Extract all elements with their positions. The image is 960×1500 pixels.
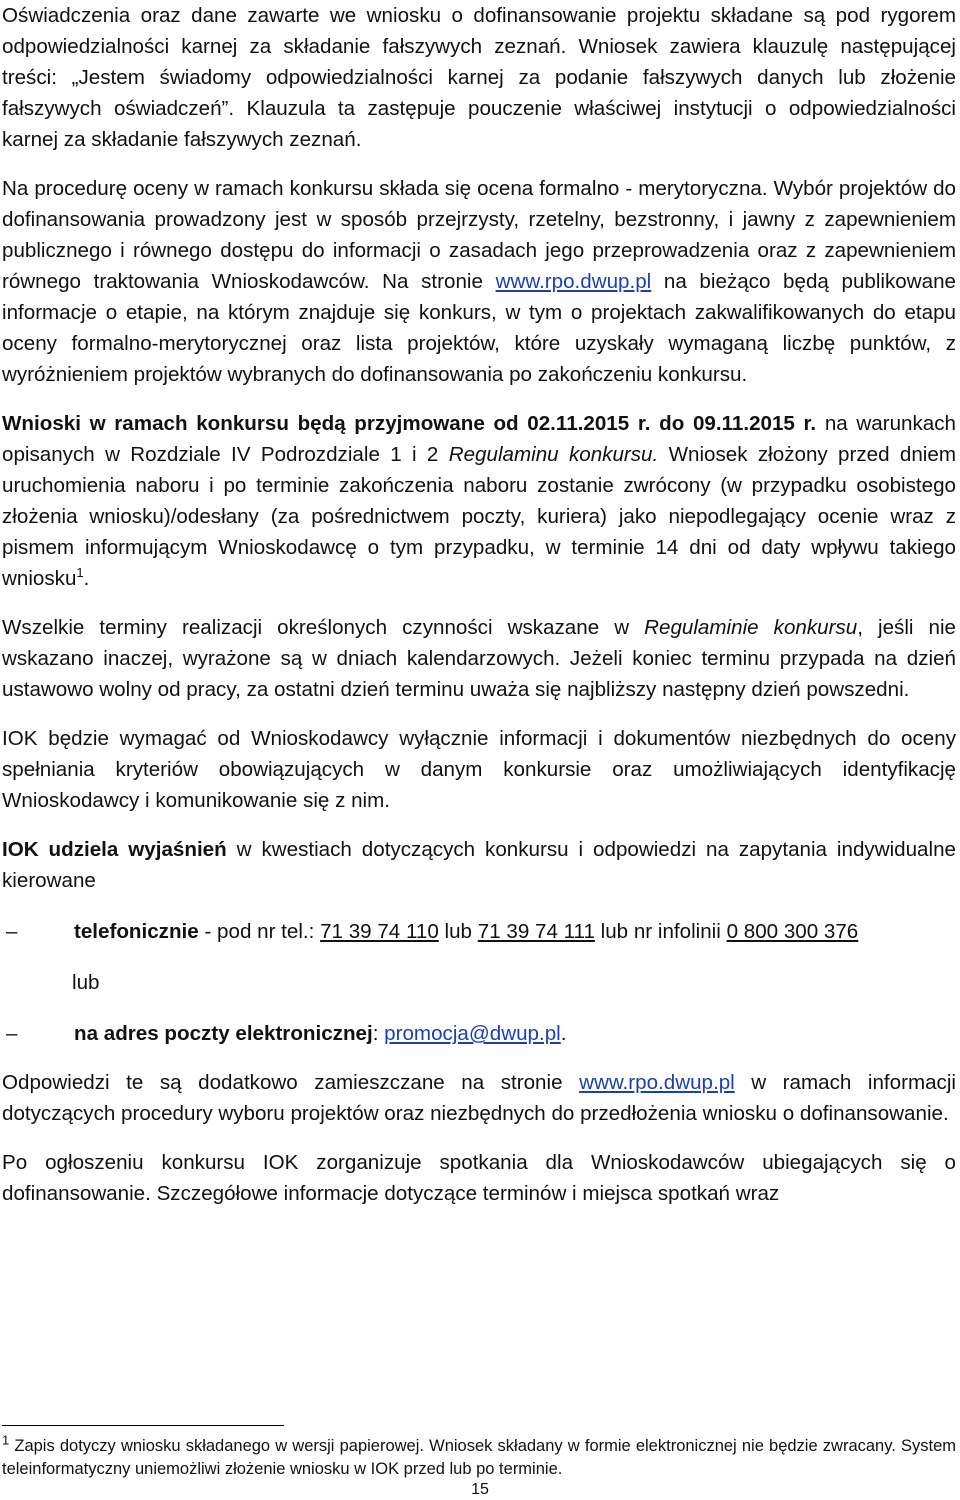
footnote — [2, 1432, 956, 1481]
paragraph-deadlines — [2, 612, 956, 705]
infolinia-label: lub nr infolinii — [594, 920, 727, 943]
evaluation-text-end: na bieżąco będą publikowane informacje o etapie, na którym znajduje się konkurs, w tym o projektach zakwalifikowanych do etapu oceny formalno-merytorycznej oraz lista projektów, które uzyskały wymaganą liczbę punktów, z wyróżnieniem projektów wybranych do dofinansowania po zakończeniu konkursu. — [2, 270, 956, 386]
footnote-divider — [2, 1425, 284, 1426]
dash-bullet: – — [6, 920, 18, 943]
phone-number-1[interactable]: 71 39 74 110 — [320, 920, 439, 943]
paragraph-iok-explanations — [2, 834, 956, 896]
regulamin-reference: Regulaminu konkursu. — [448, 443, 659, 466]
paragraph-declarations: Oświadczenia oraz dane zawarte we wniosku o dofinansowanie projektu składane są pod rygorem odpowiedzialności karnej za składanie fałszywych zeznań. Wniosek zawiera klauzulę następującej treści: „Jestem świadomy odpowiedzialności karnej za podanie fałszywych danych lub złożenie fałszywych oświadczeń”. Klauzula ta zastępuje pouczenie właściwej instytucji o odpowiedzialności karnej za składanie fałszywych zeznań. — [2, 4, 956, 151]
page-number: 15 — [471, 1481, 489, 1498]
submission-dates-bold: Wnioski w ramach konkursu będą przyjmowane od 02.11.2015 r. do 09.11.2015 r. — [2, 412, 817, 435]
submission-text-b: Wniosek złożony przed dniem uruchomienia naboru i po terminie zakończenia naboru zostanie zwrócony (w przypadku osobistego złożenia wniosku)/odesłany (za pośrednictwem poczty, kuriera) jako niepodlegający ocenie wraz z pismem informującym Wnioskodawcę o tym przypadku, w terminie 14 dni od daty wpływu takiego wniosku — [2, 443, 956, 590]
footnote-number: 1 — [2, 1432, 10, 1448]
list-item-phone — [2, 916, 956, 947]
paragraph-meetings: Po ogłoszeniu konkursu IOK zorganizuje spotkania dla Wnioskodawców ubiegających się o dofinansowanie. Szczegółowe informacje dotyczące terminów i miejsca spotkań wraz — [2, 1151, 956, 1205]
email-link[interactable]: promocja@dwup.pl — [384, 1022, 561, 1045]
phone-number-2[interactable]: 71 39 74 111 — [477, 920, 595, 943]
paragraph-iok-requirements: IOK będzie wymagać od Wnioskodawcy wyłącznie informacji i dokumentów niezbędnych do oceny spełniania kryteriów obowiązujących w danym konkursie oraz umożliwiających identyfikację Wnioskodawcy i komunikowanie się z nim. — [2, 727, 956, 812]
email-contact-text — [74, 1018, 956, 1049]
evaluation-text-start: Na procedurę oceny w ramach konkursu składa się ocena formalno - merytoryczna. Wybór projektów do dofinansowania prowadzony jest w sposób przejrzysty, rzetelny, bezstronny, i jawny z zapewnieniem publicznego i równego dostępu do informacji o zasadach jego przeprowadzenia oraz z zapewnieniem równego traktowania Wnioskodawców. Na stronie — [2, 177, 956, 293]
list-item-email — [2, 1018, 956, 1049]
paragraph-answers-published — [2, 1067, 956, 1129]
infolinia-number[interactable]: 0 800 300 376 — [726, 920, 859, 943]
paragraph-submission-dates — [2, 408, 956, 594]
rpo-website-link-2[interactable]: www.rpo.dwup.pl — [579, 1071, 735, 1094]
phone-label: telefonicznie — [74, 920, 199, 943]
submission-text-end: . — [83, 567, 90, 590]
phone-prefix: - pod nr tel.: — [198, 920, 321, 943]
email-end: . — [560, 1022, 567, 1045]
footnote-ref[interactable]: 1 — [76, 565, 84, 581]
or-separator: lub — [72, 971, 100, 994]
dash-bullet: – — [6, 1022, 18, 1045]
phone-or: lub — [438, 920, 478, 943]
email-colon: : — [372, 1022, 385, 1045]
phone-contact-text — [74, 916, 956, 947]
answers-text-a: Odpowiedzi te są dodatkowo zamieszczane na stronie — [2, 1071, 580, 1094]
iok-explanations-bold: IOK udziela wyjaśnień — [2, 838, 227, 861]
answers-text-b: w ramach informacji dotyczących procedury wyboru projektów oraz niezbędnych do przedłożenia wniosku o dofinansowanie. — [2, 1071, 957, 1125]
email-label: na adres poczty elektronicznej — [74, 1022, 373, 1045]
footnote-text: Zapis dotyczy wniosku składanego w wersji papierowej. Wniosek składany w formie elektronicznej nie będzie zwracany. System teleinformatyczny uniemożliwi złożenie wniosku w IOK przed lub po terminie. — [2, 1437, 956, 1478]
deadlines-text-a: Wszelkie terminy realizacji określonych czynności wskazane w — [2, 616, 645, 639]
paragraph-evaluation-procedure — [2, 173, 956, 390]
submission-text-a: na warunkach opisanych w Rozdziale IV Podrozdziale 1 i 2 — [2, 412, 956, 466]
rpo-website-link[interactable]: www.rpo.dwup.pl — [495, 270, 652, 293]
regulamin-reference-2: Regulaminie konkursu — [644, 616, 858, 639]
deadlines-text-b: , jeśli nie wskazano inaczej, wyrażone są w dniach kalendarzowych. Jeżeli koniec terminu przypada na dzień ustawowo wolny od pracy, za ostatni dzień terminu uważa się najbliższy następny dzień powszedni. — [2, 616, 956, 701]
iok-explanations-text: w kwestiach dotyczących konkursu i odpowiedzi na zapytania indywidualne kierowane — [2, 838, 956, 892]
